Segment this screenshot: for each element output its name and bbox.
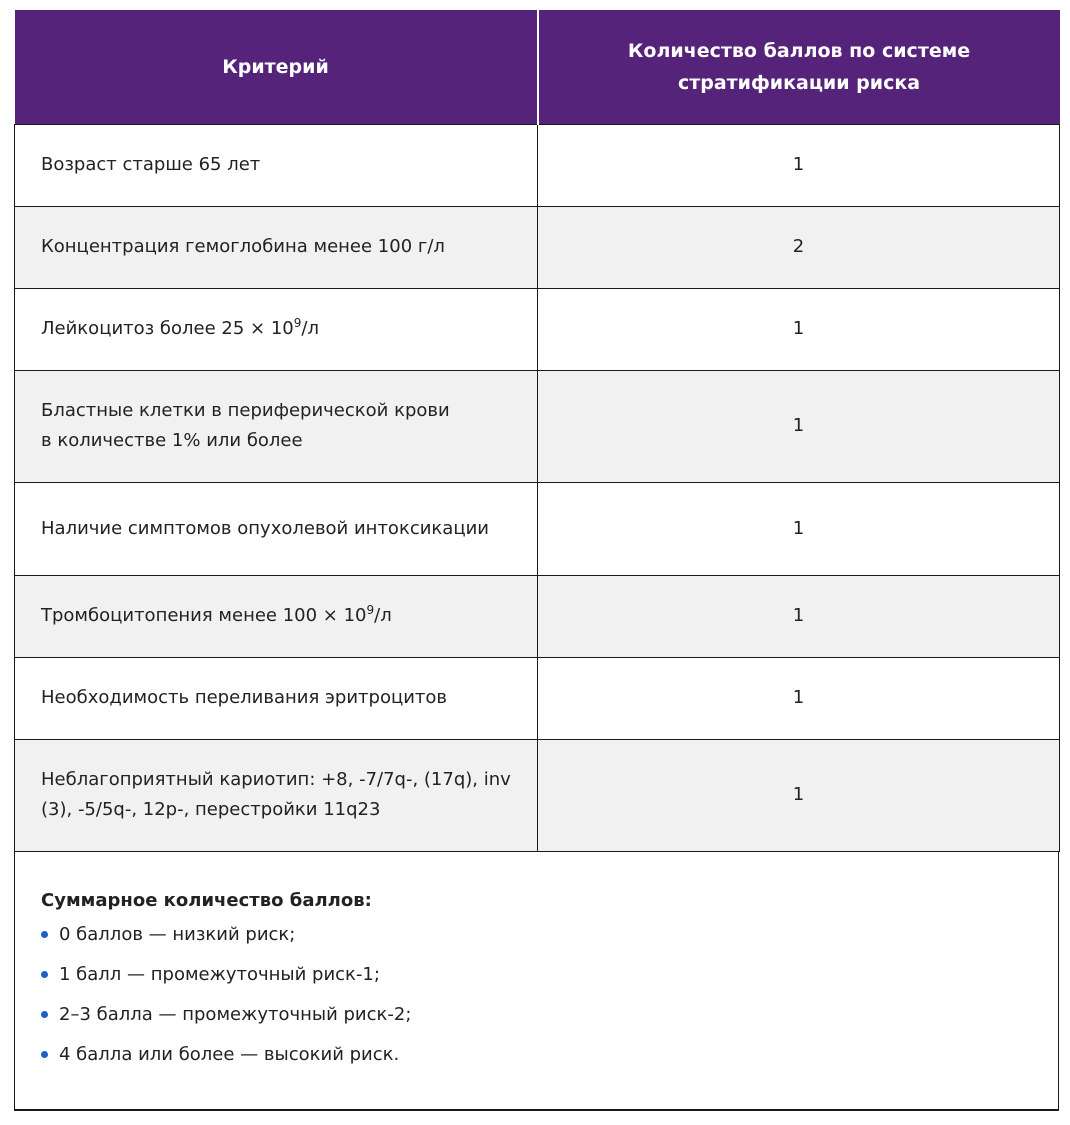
list-item: [41, 920, 1032, 960]
points-cell: 2: [538, 206, 1060, 288]
table-row: [15, 370, 1060, 482]
exponent: 9: [293, 316, 302, 330]
list-item: [41, 1040, 1032, 1080]
header-criterion: Критерий: [15, 10, 538, 124]
table-row: [15, 575, 1060, 657]
criterion-unit: /л: [374, 605, 392, 626]
bullet-icon: [41, 931, 48, 938]
criterion-cell: [15, 739, 538, 851]
points-cell: 1: [538, 370, 1060, 482]
bullet-icon: [41, 971, 48, 978]
risk-stratification-table-container: [14, 10, 1059, 1111]
list-item-text: 4 балла или более — высокий риск.: [59, 1043, 400, 1065]
criterion-cell: [15, 575, 538, 657]
summary-title: Суммарное количество баллов:: [41, 889, 372, 911]
criterion-line: Неблагоприятный кариотип: +8, -7/7q-, (17q), inv: [41, 769, 511, 790]
criterion-text: Тромбоцитопения менее 100 × 10: [41, 605, 367, 626]
criterion-cell: Наличие симптомов опухолевой интоксикации: [15, 482, 538, 575]
criterion-cell: Необходимость переливания эритроцитов: [15, 657, 538, 739]
list-item: [41, 960, 1032, 1000]
list-item-text: 2–3 балла — промежуточный риск-2;: [59, 1003, 412, 1025]
table-header-row: [15, 10, 1060, 124]
table-row: [15, 482, 1060, 575]
criterion-cell: [15, 370, 538, 482]
exponent: 9: [366, 603, 375, 617]
points-cell: 1: [538, 124, 1060, 206]
table-row: [15, 206, 1060, 288]
table-row: [15, 124, 1060, 206]
criterion-line: в количестве 1% или более: [41, 430, 303, 451]
table-row: [15, 288, 1060, 370]
list-item-text: 1 балл — промежуточный риск-1;: [59, 963, 380, 985]
list-item: [41, 1000, 1032, 1040]
bullet-icon: [41, 1011, 48, 1018]
score-summary: [14, 852, 1059, 1111]
points-cell: 1: [538, 482, 1060, 575]
risk-stratification-table: [14, 10, 1060, 852]
table-row: [15, 739, 1060, 851]
criterion-text: Лейкоцитоз более 25 × 10: [41, 318, 294, 339]
criterion-line: (3), -5/5q-, 12p-, перестройки 11q23: [41, 799, 381, 820]
points-cell: 1: [538, 575, 1060, 657]
criterion-unit: /л: [301, 318, 319, 339]
header-points: Количество баллов по системе стратификации риска: [538, 10, 1060, 124]
table-row: [15, 657, 1060, 739]
points-cell: 1: [538, 739, 1060, 851]
criterion-cell: Концентрация гемоглобина менее 100 г/л: [15, 206, 538, 288]
criterion-cell: [15, 288, 538, 370]
points-cell: 1: [538, 657, 1060, 739]
criterion-cell: Возраст старше 65 лет: [15, 124, 538, 206]
points-cell: 1: [538, 288, 1060, 370]
criterion-line: Бластные клетки в периферической крови: [41, 400, 450, 421]
bullet-icon: [41, 1051, 48, 1058]
list-item-text: 0 баллов — низкий риск;: [59, 923, 296, 945]
risk-level-list: [41, 920, 1032, 1080]
